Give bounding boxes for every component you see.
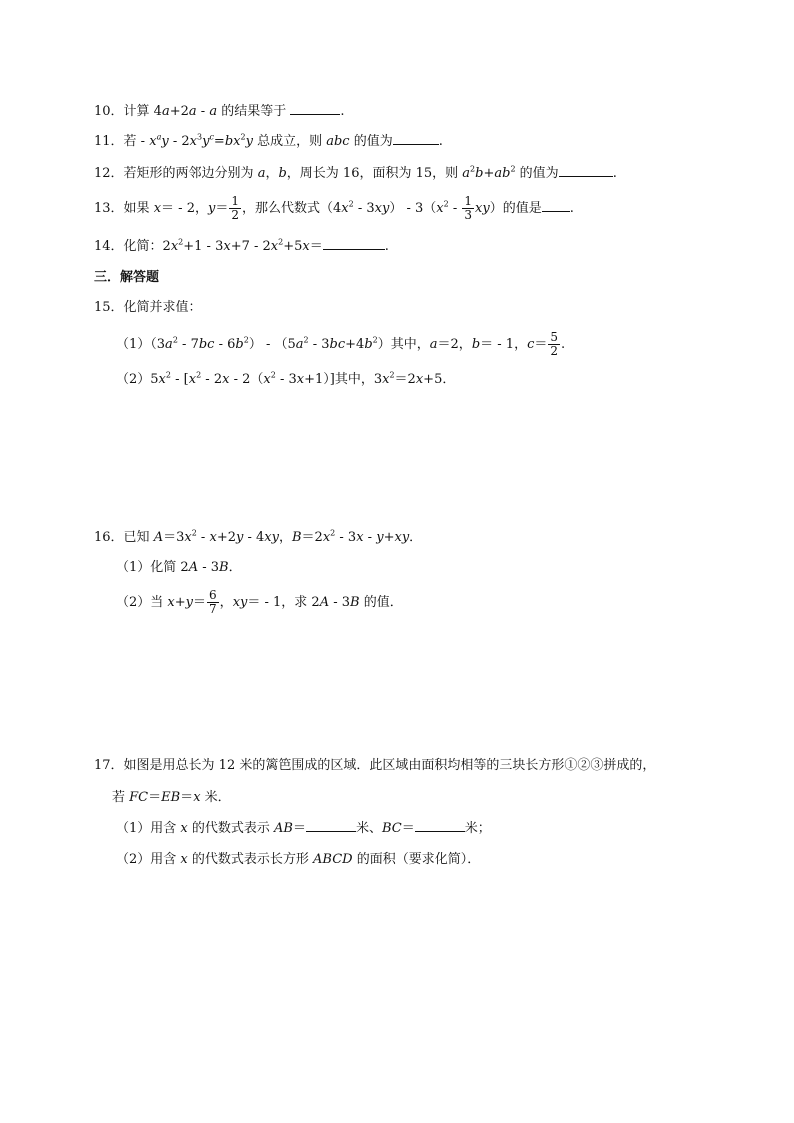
answer-blank[interactable] xyxy=(542,198,570,212)
question-text: 计算 4 xyxy=(123,104,162,119)
fraction-six-sevenths: $\frac{6}{7}$ xyxy=(209,588,217,616)
question-12: 12．若矩形的两邻边分别为 a，b，周长为 16，面积为 15，则 $a^2b+ab^2$ 的值为 . xyxy=(94,164,617,181)
answer-blank[interactable] xyxy=(559,163,613,177)
fraction-one-half: $\frac{1}{2}$ xyxy=(231,194,239,222)
answer-blank[interactable] xyxy=(415,818,465,832)
question-17: 17．如图是用总长为 12 米的篱笆围成的区域．此区域由面积均相等的三块长方形①②③拼成的， xyxy=(94,758,656,773)
question-15-part-1: $(1)(3a^2 - 7bc - 6b^2) - (5a^2 - 3bc+4b^2)$其中，a＝2，b＝ - 1，c＝ $\frac{5}{2}$ . xyxy=(116,330,566,358)
question-16: 16．已知 $A=3x^2 - x+2y - 4xy$，$B=2x^2 - 3x - y+xy$． xyxy=(94,528,423,545)
question-17-condition: 若 FC＝EB＝x 米． xyxy=(112,790,231,805)
question-number: 12． xyxy=(94,166,124,181)
answer-blank[interactable] xyxy=(393,131,439,145)
question-number: 10． xyxy=(94,104,124,119)
question-number: 13． xyxy=(94,201,124,216)
answer-blank[interactable] xyxy=(323,236,385,250)
question-13: 13．如果 x＝ - 2，y＝ $\frac{1}{2}$ ，那么代数式$(4x^2 - 3xy) - 3(x^2$ - $\frac{1}{3}$ xy）的值是 . xyxy=(94,194,574,222)
question-number: 16． xyxy=(94,530,124,545)
question-15-part-2: $(2)5x^2 - [x^2 - 2x - 2(x^2 - 3x+1)]$其中，$3x^2=2x+5$． xyxy=(116,370,456,387)
question-14: 14．化简：$2x^2+1 - 3x+7 - 2x^2+5x=$ . xyxy=(94,237,389,254)
question-number: 17． xyxy=(94,758,124,773)
answer-blank[interactable] xyxy=(290,101,340,115)
question-number: 15． xyxy=(94,300,124,315)
question-10: 10．计算 4a+2a - a 的结果等于 . xyxy=(94,101,345,122)
question-16-part-1: （1）化简 2A - 3B． xyxy=(116,560,242,575)
question-16-part-2: （2）当 x+y＝ $\frac{6}{7}$ ，xy＝ - 1，求 2A - 3B 的值． xyxy=(116,588,403,616)
question-17-part-1: （1）用含 x 的代数式表示 AB＝ 米、BC＝ 米； xyxy=(116,818,491,839)
question-17-part-2: （2）用含 x 的代数式表示长方形 ABCD 的面积（要求化简）． xyxy=(116,852,481,867)
question-11: 11．若 - $x^ay - 2x^3y^c=bx^2y$ 总成立，则 abc 的值为 . xyxy=(94,132,443,149)
answer-blank[interactable] xyxy=(306,818,356,832)
fraction-five-halves: $\frac{5}{2}$ xyxy=(550,330,559,358)
fraction-one-third: $\frac{1}{3}$ xyxy=(464,194,473,222)
section-title: 三．解答题 xyxy=(94,270,160,285)
question-number: 11． xyxy=(94,134,124,149)
question-15: 15．化简并求值： xyxy=(94,300,202,315)
question-number: 14． xyxy=(94,239,124,254)
